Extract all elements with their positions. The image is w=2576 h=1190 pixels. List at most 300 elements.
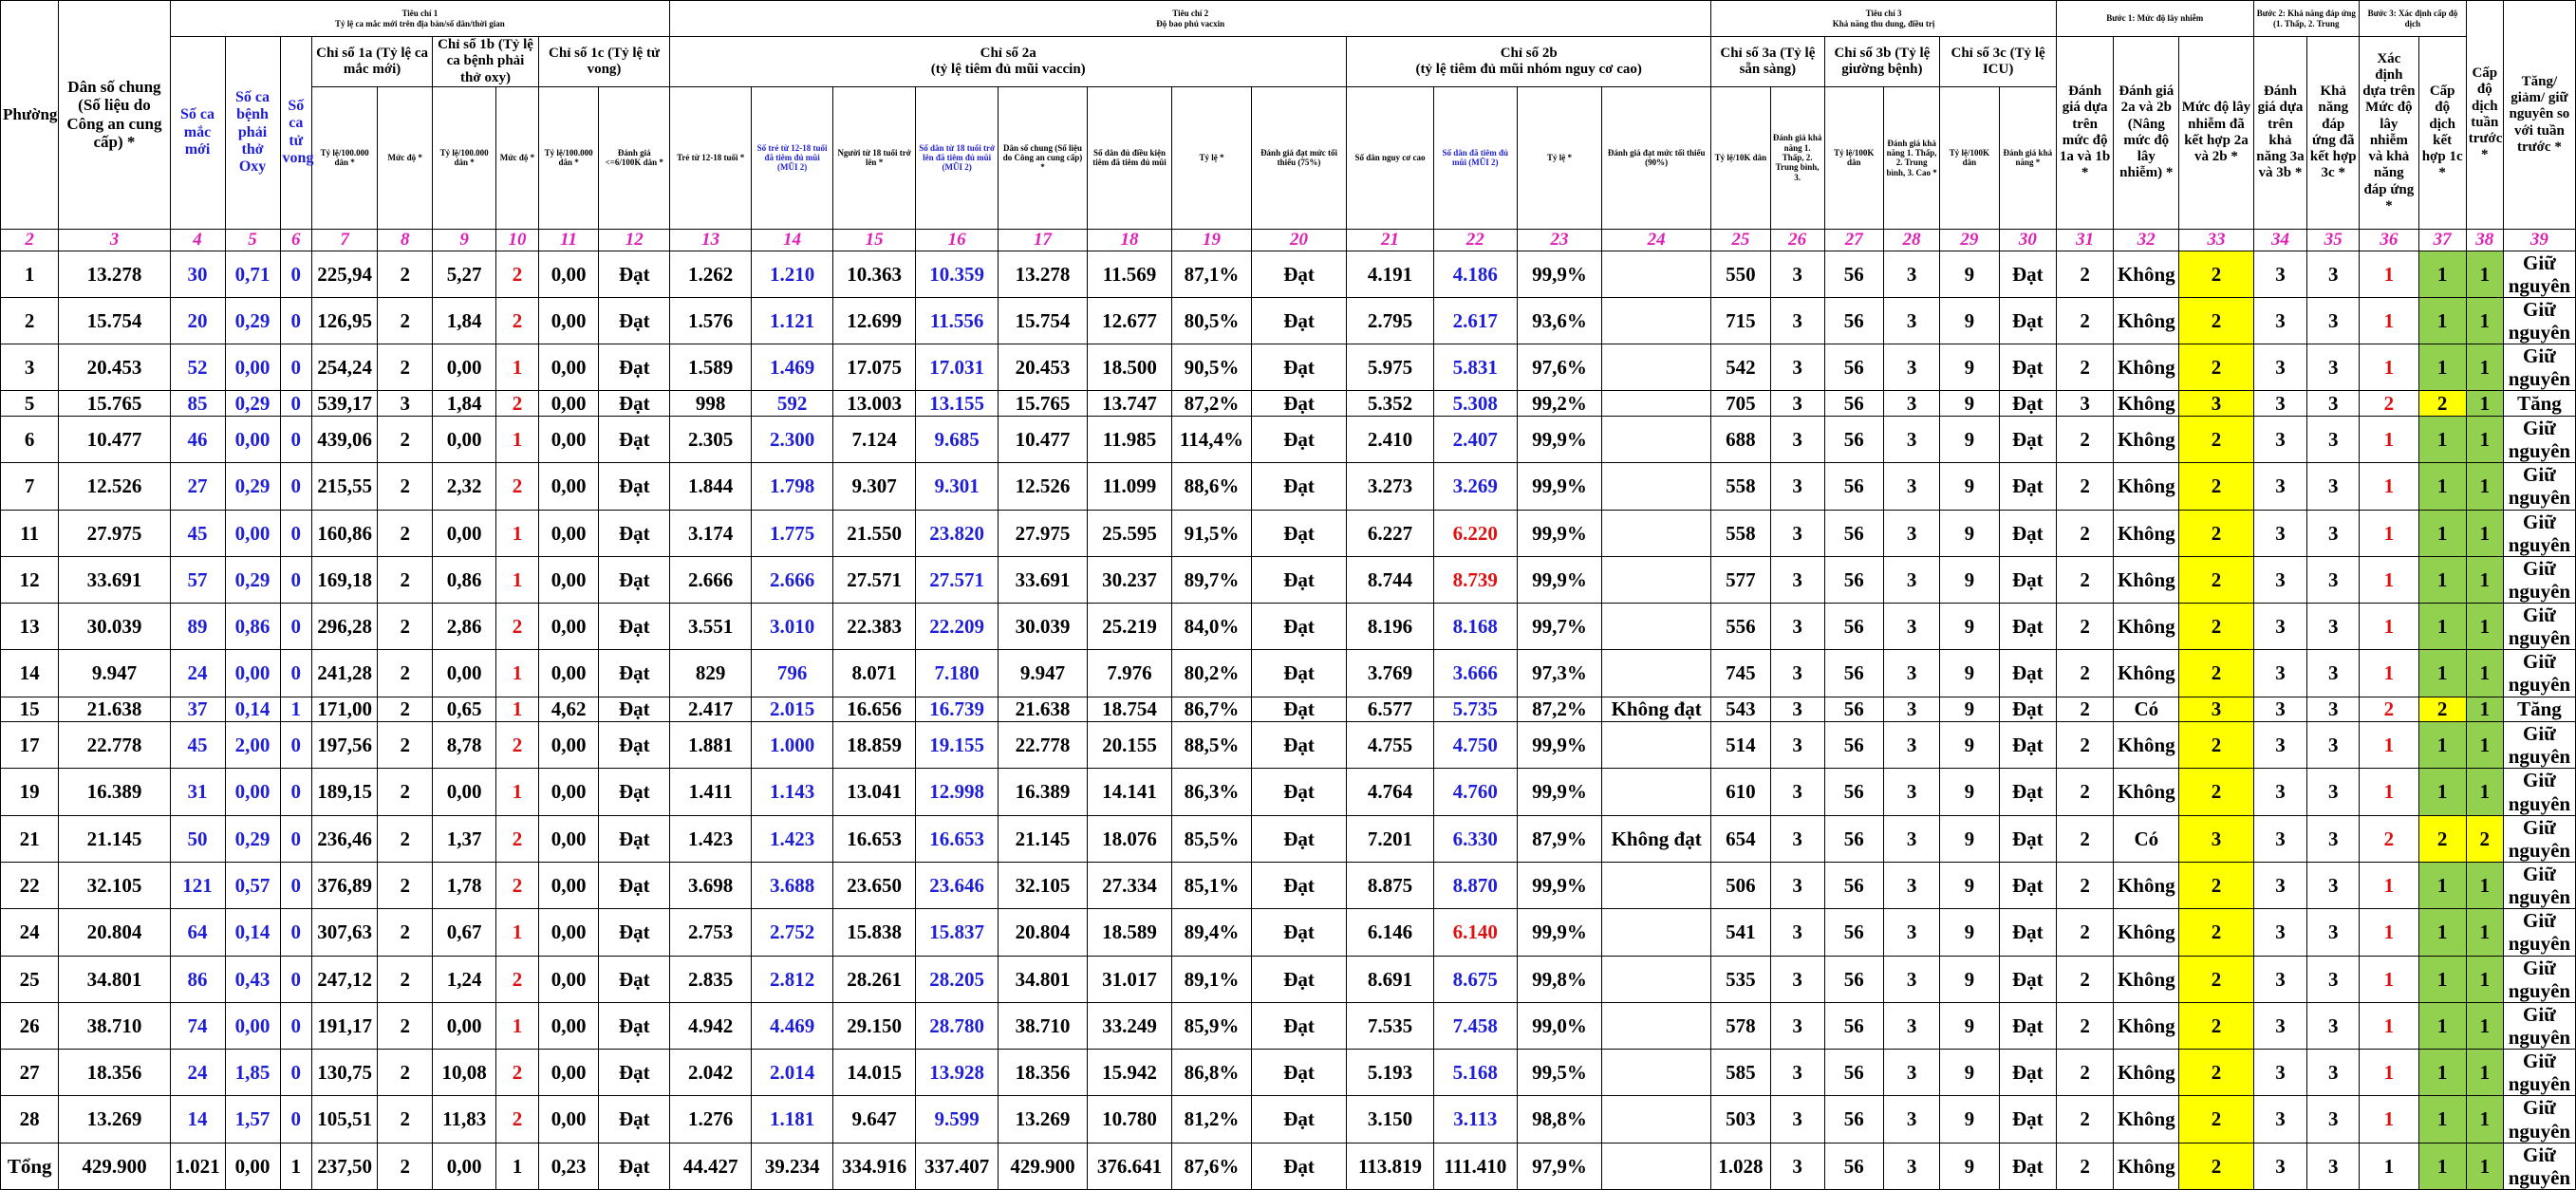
table-cell: 9 bbox=[1940, 251, 1999, 297]
table-cell bbox=[1602, 604, 1711, 650]
header-so-ca-mac-moi: Số ca mắc mới bbox=[170, 37, 225, 230]
table-cell: Đạt bbox=[1999, 862, 2056, 908]
table-cell: 26 bbox=[1, 1002, 59, 1049]
table-cell: 23.646 bbox=[916, 862, 999, 908]
table-cell: Đạt bbox=[1251, 697, 1346, 722]
table-cell: 2 bbox=[2179, 416, 2253, 462]
table-cell: 2 bbox=[2418, 697, 2466, 722]
table-cell: 46 bbox=[170, 416, 225, 462]
table-cell: 577 bbox=[1711, 556, 1770, 603]
table-cell: 1.775 bbox=[752, 510, 833, 556]
table-cell: 169,18 bbox=[312, 556, 378, 603]
table-cell: 3 bbox=[1770, 463, 1824, 510]
table-row bbox=[1, 510, 2576, 556]
table-cell: 9.947 bbox=[999, 650, 1088, 697]
table-cell: 0,29 bbox=[225, 556, 280, 603]
table-cell: 3 bbox=[1884, 722, 1940, 769]
table-cell: Không bbox=[2114, 463, 2179, 510]
table-cell: 2 bbox=[2056, 556, 2113, 603]
column-index: 29 bbox=[1940, 229, 1999, 251]
table-cell: 5.308 bbox=[1433, 391, 1517, 417]
table-cell: 189,15 bbox=[312, 769, 378, 815]
column-index: 23 bbox=[1517, 229, 1601, 251]
table-cell: 0 bbox=[280, 416, 311, 462]
table-cell: 15.754 bbox=[999, 297, 1088, 344]
table-cell: 9 bbox=[1940, 416, 1999, 462]
table-cell: Đạt bbox=[1999, 909, 2056, 956]
table-cell: 9.307 bbox=[833, 463, 916, 510]
header-cs1a: Chỉ số 1a (Tỷ lệ ca mắc mới) bbox=[312, 37, 433, 87]
table-row bbox=[1, 416, 2576, 462]
table-cell: 16.389 bbox=[999, 769, 1088, 815]
table-cell: 87,1% bbox=[1172, 251, 1252, 297]
table-cell: 13.041 bbox=[833, 769, 916, 815]
table-cell: 1 bbox=[2466, 297, 2503, 344]
table-cell: 0,00 bbox=[538, 604, 599, 650]
header-c7: Tỷ lệ/100.000 dân * bbox=[312, 86, 378, 229]
table-cell: Không bbox=[2114, 297, 2179, 344]
header-c26: Đánh giá khả năng 1. Thấp, 2. Trung bình, 3. bbox=[1770, 86, 1824, 229]
table-cell: 0 bbox=[280, 956, 311, 1002]
header-tc1: Tiêu chí 1 Tỷ lệ ca mắc mới trên địa bàn/số dân/thời gian bbox=[170, 1, 670, 37]
table-cell: Giữ nguyên bbox=[2503, 909, 2575, 956]
table-cell: 0,14 bbox=[225, 909, 280, 956]
table-cell: 2.666 bbox=[752, 556, 833, 603]
table-row bbox=[1, 1002, 2576, 1049]
table-cell: 12.677 bbox=[1087, 297, 1171, 344]
table-cell: 21.145 bbox=[59, 815, 170, 862]
table-cell: Giữ nguyên bbox=[2503, 604, 2575, 650]
table-cell: Không bbox=[2114, 556, 2179, 603]
table-cell: 0 bbox=[280, 510, 311, 556]
table-cell: 160,86 bbox=[312, 510, 378, 556]
table-cell: 2 bbox=[1, 297, 59, 344]
table-cell: 21.550 bbox=[833, 510, 916, 556]
table-cell: 1.576 bbox=[670, 297, 752, 344]
table-cell: 56 bbox=[1824, 815, 1883, 862]
table-cell: 1,37 bbox=[433, 815, 496, 862]
table-cell: 21.638 bbox=[999, 697, 1088, 722]
header-c21: Số dân nguy cơ cao bbox=[1347, 86, 1434, 229]
table-cell: 15.765 bbox=[59, 391, 170, 417]
table-cell: 2 bbox=[2056, 956, 2113, 1002]
table-cell: 1 bbox=[2466, 650, 2503, 697]
total-cell: 2 bbox=[378, 1143, 433, 1189]
table-cell: 3 bbox=[2253, 956, 2307, 1002]
table-cell: 21.638 bbox=[59, 697, 170, 722]
table-cell: 0,29 bbox=[225, 297, 280, 344]
header-c35: Khả năng đáp ứng đã kết hợp 3c * bbox=[2307, 37, 2360, 230]
table-cell: 3 bbox=[1770, 815, 1824, 862]
table-cell: 1 bbox=[2418, 956, 2466, 1002]
table-cell: Tăng bbox=[2503, 697, 2575, 722]
table-cell: 99,9% bbox=[1517, 510, 1601, 556]
table-cell: 3 bbox=[1884, 416, 1940, 462]
table-cell: Không bbox=[2114, 650, 2179, 697]
table-cell: 3 bbox=[1770, 251, 1824, 297]
table-cell: 1 bbox=[2466, 697, 2503, 722]
table-cell: 18.356 bbox=[999, 1050, 1088, 1096]
table-cell: 1.881 bbox=[670, 722, 752, 769]
table-cell: 0,00 bbox=[538, 297, 599, 344]
table-cell: 1 bbox=[2466, 956, 2503, 1002]
table-cell: 27 bbox=[170, 463, 225, 510]
table-cell: 28 bbox=[1, 1096, 59, 1143]
table-cell: Đạt bbox=[599, 815, 670, 862]
table-cell: 0,00 bbox=[538, 251, 599, 297]
table-cell: 3 bbox=[1770, 722, 1824, 769]
total-cell: 1 bbox=[2360, 1143, 2418, 1189]
column-index: 22 bbox=[1433, 229, 1517, 251]
table-cell: 1.143 bbox=[752, 769, 833, 815]
table-cell: 1 bbox=[2466, 251, 2503, 297]
table-cell: 0,43 bbox=[225, 956, 280, 1002]
table-cell: 10.477 bbox=[999, 416, 1088, 462]
table-cell: 0,00 bbox=[433, 510, 496, 556]
table-cell: 1 bbox=[2418, 510, 2466, 556]
table-cell: 16.389 bbox=[59, 769, 170, 815]
total-cell: 1.028 bbox=[1711, 1143, 1770, 1189]
table-cell: 2 bbox=[378, 556, 433, 603]
table-cell bbox=[1602, 344, 1711, 391]
header-c38: Cấp độ dịch tuần trước * bbox=[2466, 1, 2503, 230]
table-cell: 15.838 bbox=[833, 909, 916, 956]
table-cell: Đạt bbox=[599, 956, 670, 1002]
table-cell: 3 bbox=[2253, 510, 2307, 556]
table-row bbox=[1, 556, 2576, 603]
table-cell bbox=[1602, 391, 1711, 417]
table-cell: 3 bbox=[2307, 815, 2360, 862]
table-cell: 1 bbox=[2418, 556, 2466, 603]
table-cell: Đạt bbox=[1999, 391, 2056, 417]
table-cell: Có bbox=[2114, 815, 2179, 862]
table-cell: 2 bbox=[2056, 1050, 2113, 1096]
column-index: 21 bbox=[1347, 229, 1434, 251]
table-cell: 2 bbox=[2056, 510, 2113, 556]
table-cell: Không bbox=[2114, 251, 2179, 297]
table-cell: 0,86 bbox=[433, 556, 496, 603]
table-cell: 0,00 bbox=[538, 391, 599, 417]
table-cell: Không đạt bbox=[1602, 697, 1711, 722]
table-cell: Đạt bbox=[1999, 344, 2056, 391]
table-cell: 38.710 bbox=[999, 1002, 1088, 1049]
table-cell: 24 bbox=[170, 1050, 225, 1096]
table-cell: Không bbox=[2114, 604, 2179, 650]
total-cell: 1 bbox=[496, 1143, 539, 1189]
table-cell: 17 bbox=[1, 722, 59, 769]
table-cell: Giữ nguyên bbox=[2503, 956, 2575, 1002]
table-cell: 2.666 bbox=[670, 556, 752, 603]
table-cell: 543 bbox=[1711, 697, 1770, 722]
table-cell: 2 bbox=[496, 297, 539, 344]
table-cell: 3 bbox=[2253, 391, 2307, 417]
table-cell: 3 bbox=[2307, 697, 2360, 722]
table-cell: 2 bbox=[2360, 815, 2418, 862]
table-cell: 2 bbox=[378, 769, 433, 815]
table-cell: 1 bbox=[2466, 909, 2503, 956]
table-cell: Đạt bbox=[1999, 297, 2056, 344]
table-cell: 87,2% bbox=[1517, 697, 1601, 722]
table-cell: 2 bbox=[2418, 391, 2466, 417]
table-cell: 5.975 bbox=[1347, 344, 1434, 391]
table-cell: 2 bbox=[2179, 650, 2253, 697]
table-cell: 37 bbox=[170, 697, 225, 722]
header-c16: Số dân từ 18 tuổi trở lên đã tiêm đủ mũi (MŨI 2) bbox=[916, 86, 999, 229]
table-cell: 2 bbox=[496, 1050, 539, 1096]
table-cell: 9 bbox=[1940, 769, 1999, 815]
table-cell: 27.334 bbox=[1087, 862, 1171, 908]
column-index: 25 bbox=[1711, 229, 1770, 251]
table-cell: 0 bbox=[280, 1096, 311, 1143]
table-cell: 4.755 bbox=[1347, 722, 1434, 769]
table-cell: 2 bbox=[2056, 251, 2113, 297]
table-cell: 89,4% bbox=[1172, 909, 1252, 956]
table-cell: 3 bbox=[2056, 391, 2113, 417]
table-cell: 1 bbox=[2360, 722, 2418, 769]
table-cell: 9 bbox=[1940, 297, 1999, 344]
table-cell: Đạt bbox=[599, 909, 670, 956]
table-cell: 3 bbox=[2253, 1002, 2307, 1049]
table-cell: 18.859 bbox=[833, 722, 916, 769]
table-cell: Đạt bbox=[1999, 416, 2056, 462]
table-cell: Giữ nguyên bbox=[2503, 556, 2575, 603]
header-c31: Đánh giá dựa trên mức độ 1a và 1b * bbox=[2056, 37, 2113, 230]
table-cell: 9 bbox=[1940, 344, 1999, 391]
table-cell: 0,86 bbox=[225, 604, 280, 650]
table-cell: Tăng bbox=[2503, 391, 2575, 417]
table-cell: Đạt bbox=[1251, 862, 1346, 908]
table-cell: 3 bbox=[1770, 344, 1824, 391]
table-cell: 1 bbox=[496, 344, 539, 391]
table-cell: 27.571 bbox=[833, 556, 916, 603]
table-cell: 13 bbox=[1, 604, 59, 650]
table-cell: 9 bbox=[1940, 510, 1999, 556]
table-cell: Đạt bbox=[1251, 650, 1346, 697]
table-cell: 30.039 bbox=[59, 604, 170, 650]
table-cell: 2.617 bbox=[1433, 297, 1517, 344]
table-cell: 21.145 bbox=[999, 815, 1088, 862]
table-cell: 1 bbox=[2418, 769, 2466, 815]
table-cell: 3 bbox=[1884, 463, 1940, 510]
table-cell: 1 bbox=[2360, 510, 2418, 556]
table-cell: 87,2% bbox=[1172, 391, 1252, 417]
table-cell: 16.653 bbox=[916, 815, 999, 862]
table-cell: 0,00 bbox=[538, 909, 599, 956]
table-cell: 2 bbox=[2056, 769, 2113, 815]
header-cs1b: Chỉ số 1b (Tỷ lệ ca bệnh phải thở oxy) bbox=[433, 37, 539, 87]
table-cell: 1 bbox=[2466, 416, 2503, 462]
table-cell: 1 bbox=[2418, 1096, 2466, 1143]
table-cell: 3.666 bbox=[1433, 650, 1517, 697]
table-cell: 3.551 bbox=[670, 604, 752, 650]
table-cell: 11.569 bbox=[1087, 251, 1171, 297]
table-cell: 105,51 bbox=[312, 1096, 378, 1143]
header-c15: Người từ 18 tuổi trở lên * bbox=[833, 86, 916, 229]
table-cell: 2 bbox=[378, 463, 433, 510]
table-cell: 3 bbox=[2253, 297, 2307, 344]
table-cell: 1 bbox=[496, 769, 539, 815]
total-cell: 0,00 bbox=[433, 1143, 496, 1189]
table-cell: 13.278 bbox=[999, 251, 1088, 297]
table-cell: 2 bbox=[378, 862, 433, 908]
table-cell: 74 bbox=[170, 1002, 225, 1049]
table-cell: 3 bbox=[2179, 815, 2253, 862]
table-cell: 3.174 bbox=[670, 510, 752, 556]
table-cell: 3 bbox=[1884, 862, 1940, 908]
column-index: 11 bbox=[538, 229, 599, 251]
table-cell: 2 bbox=[2466, 815, 2503, 862]
table-cell: 11.985 bbox=[1087, 416, 1171, 462]
table-cell: 2 bbox=[2179, 909, 2253, 956]
table-cell: 0,00 bbox=[538, 769, 599, 815]
column-index: 13 bbox=[670, 229, 752, 251]
table-cell: 9.685 bbox=[916, 416, 999, 462]
table-cell: 10,08 bbox=[433, 1050, 496, 1096]
total-cell: 1 bbox=[2466, 1143, 2503, 1189]
table-cell: 1 bbox=[2466, 1050, 2503, 1096]
table-cell: 56 bbox=[1824, 297, 1883, 344]
table-cell: Không bbox=[2114, 1050, 2179, 1096]
table-cell: 13.747 bbox=[1087, 391, 1171, 417]
total-cell: Tổng bbox=[1, 1143, 59, 1189]
table-cell: 9 bbox=[1940, 556, 1999, 603]
table-cell: 2 bbox=[2179, 1096, 2253, 1143]
header-tc3: Tiêu chí 3 Khả năng thu dung, điều trị bbox=[1711, 1, 2057, 37]
table-cell: 3 bbox=[1884, 815, 1940, 862]
table-cell: Giữ nguyên bbox=[2503, 1050, 2575, 1096]
table-cell: 5.168 bbox=[1433, 1050, 1517, 1096]
table-cell: 2 bbox=[378, 1002, 433, 1049]
table-cell: 1 bbox=[2466, 722, 2503, 769]
table-cell: 2 bbox=[2056, 463, 2113, 510]
table-cell: 0,00 bbox=[538, 556, 599, 603]
header-cs3b: Chỉ số 3b (Tỷ lệ giường bệnh) bbox=[1824, 37, 1940, 87]
total-cell: 376.641 bbox=[1087, 1143, 1171, 1189]
table-cell: 4.191 bbox=[1347, 251, 1434, 297]
table-cell: 1 bbox=[496, 416, 539, 462]
table-cell: 3 bbox=[1770, 604, 1824, 650]
table-cell bbox=[1602, 1050, 1711, 1096]
table-cell: 33.691 bbox=[999, 556, 1088, 603]
table-cell: 15.754 bbox=[59, 297, 170, 344]
table-cell: Đạt bbox=[1251, 1050, 1346, 1096]
table-cell: 1,84 bbox=[433, 297, 496, 344]
table-cell: 2 bbox=[2418, 815, 2466, 862]
table-cell: 14 bbox=[1, 650, 59, 697]
column-index: 12 bbox=[599, 229, 670, 251]
table-cell: 9 bbox=[1940, 1096, 1999, 1143]
column-index: 17 bbox=[999, 229, 1088, 251]
table-cell: Không bbox=[2114, 344, 2179, 391]
header-c32: Đánh giá 2a và 2b (Nâng mức độ lây nhiễm) * bbox=[2114, 37, 2179, 230]
table-cell: 99,9% bbox=[1517, 463, 1601, 510]
table-cell bbox=[1602, 862, 1711, 908]
table-cell: 241,28 bbox=[312, 650, 378, 697]
table-cell: 2 bbox=[2056, 1002, 2113, 1049]
table-cell: 8.196 bbox=[1347, 604, 1434, 650]
table-cell: 8.675 bbox=[1433, 956, 1517, 1002]
table-cell: 89,1% bbox=[1172, 956, 1252, 1002]
table-cell: 610 bbox=[1711, 769, 1770, 815]
table-cell: Không bbox=[2114, 1002, 2179, 1049]
table-cell: 56 bbox=[1824, 604, 1883, 650]
table-cell: 18.076 bbox=[1087, 815, 1171, 862]
table-cell: 3 bbox=[2307, 463, 2360, 510]
total-cell: 97,9% bbox=[1517, 1143, 1601, 1189]
table-cell: 0,14 bbox=[225, 697, 280, 722]
table-cell: 2 bbox=[2179, 297, 2253, 344]
total-cell: Đạt bbox=[1251, 1143, 1346, 1189]
table-cell: 20.804 bbox=[999, 909, 1088, 956]
table-cell: Đạt bbox=[599, 722, 670, 769]
table-cell: Không đạt bbox=[1602, 815, 1711, 862]
table-row bbox=[1, 697, 2576, 722]
table-cell: 9 bbox=[1940, 604, 1999, 650]
table-cell: Đạt bbox=[599, 1050, 670, 1096]
table-cell: Giữ nguyên bbox=[2503, 1002, 2575, 1049]
table-cell: 121 bbox=[170, 862, 225, 908]
table-cell: 3 bbox=[2307, 1002, 2360, 1049]
header-c39: Tăng/ giảm/ giữ nguyên so với tuần trước * bbox=[2503, 1, 2575, 230]
table-cell: 3 bbox=[2253, 1096, 2307, 1143]
table-cell: 2.014 bbox=[752, 1050, 833, 1096]
table-cell: 254,24 bbox=[312, 344, 378, 391]
table-cell: 542 bbox=[1711, 344, 1770, 391]
table-cell: 3 bbox=[1884, 697, 1940, 722]
table-cell: 28.205 bbox=[916, 956, 999, 1002]
table-cell: 3 bbox=[2253, 251, 2307, 297]
table-cell: 0,00 bbox=[538, 815, 599, 862]
table-cell: 7.180 bbox=[916, 650, 999, 697]
table-cell: 3 bbox=[1884, 956, 1940, 1002]
table-cell: 2 bbox=[2179, 251, 2253, 297]
column-index: 34 bbox=[2253, 229, 2307, 251]
table-cell: Không bbox=[2114, 722, 2179, 769]
table-cell: 1 bbox=[2466, 604, 2503, 650]
table-cell: 2 bbox=[2056, 297, 2113, 344]
table-cell: Giữ nguyên bbox=[2503, 297, 2575, 344]
table-cell: Đạt bbox=[1999, 463, 2056, 510]
table-row bbox=[1, 344, 2576, 391]
table-cell: 2 bbox=[2056, 722, 2113, 769]
header-c33: Mức độ lây nhiễm đã kết hợp 2a và 2b * bbox=[2179, 37, 2253, 230]
table-cell: 99,5% bbox=[1517, 1050, 1601, 1096]
table-cell: 2 bbox=[2179, 862, 2253, 908]
table-cell: 0,00 bbox=[225, 344, 280, 391]
table-cell: 16.653 bbox=[833, 815, 916, 862]
total-cell: 334.916 bbox=[833, 1143, 916, 1189]
table-cell bbox=[1602, 297, 1711, 344]
table-cell: Đạt bbox=[1999, 956, 2056, 1002]
table-cell: 8.870 bbox=[1433, 862, 1517, 908]
table-cell: 87,9% bbox=[1517, 815, 1601, 862]
total-cell: Đạt bbox=[599, 1143, 670, 1189]
total-cell: 87,6% bbox=[1172, 1143, 1252, 1189]
table-cell: 32.105 bbox=[59, 862, 170, 908]
table-cell: 3 bbox=[1770, 1002, 1824, 1049]
table-cell: 688 bbox=[1711, 416, 1770, 462]
table-cell: 19.155 bbox=[916, 722, 999, 769]
table-cell: 296,28 bbox=[312, 604, 378, 650]
table-cell: 3 bbox=[2307, 416, 2360, 462]
column-index: 4 bbox=[170, 229, 225, 251]
table-cell: Đạt bbox=[599, 697, 670, 722]
table-cell: 3 bbox=[2253, 463, 2307, 510]
table-cell: 3 bbox=[1884, 909, 1940, 956]
table-cell: Đạt bbox=[1251, 556, 1346, 603]
table-cell: 7.458 bbox=[1433, 1002, 1517, 1049]
header-c37: Cấp độ dịch kết hợp 1c * bbox=[2418, 37, 2466, 230]
